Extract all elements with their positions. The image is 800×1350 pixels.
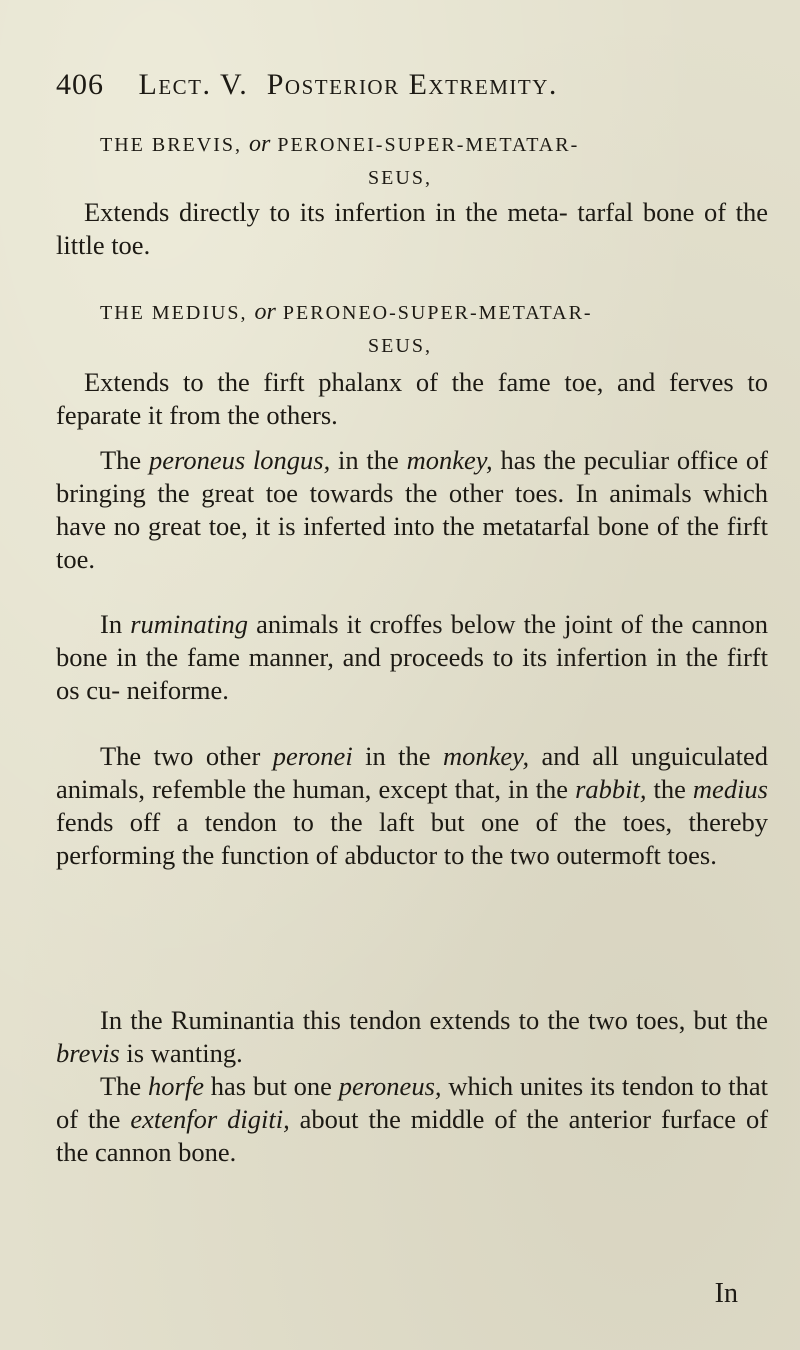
p3-text: and all unguiculated animals, refemble the human, except that, in the (56, 741, 769, 804)
paragraph-two-peronei (56, 740, 768, 872)
p5-text: has but one (210, 1071, 332, 1101)
brevis-heading-line-2: SEUS, (368, 167, 432, 189)
p3-term: peronei (272, 741, 353, 771)
p3-term: monkey, (442, 741, 530, 771)
p3-text: in the (365, 741, 431, 771)
p4-term: brevis (56, 1038, 120, 1068)
medius-heading-line-2: SEUS, (368, 335, 432, 357)
p5-text: about the middle of the anterior furface of the cannon bone. (56, 1104, 769, 1167)
medius-heading-latin: PERONEO-SUPER-METATAR- (282, 302, 593, 324)
paragraph-horse (56, 1070, 768, 1169)
p2-text: animals it croffes below the joint of the cannon bone in the fame manner, and proceeds to its infertion in the firft os cu- neiforme. (56, 609, 769, 705)
medius-heading-line-1 (100, 298, 770, 327)
brevis-heading-or: or (249, 131, 271, 157)
brevis-heading-line-1 (100, 130, 770, 159)
catchword: In (714, 1278, 738, 1309)
p4-text: is wanting. (126, 1038, 243, 1068)
p2-term: ruminating (130, 609, 248, 639)
p1-term: monkey, (406, 445, 493, 475)
brevis-body: Extends directly to its infertion in the meta- tarfal bone of the little toe. (56, 197, 768, 260)
brevis-heading-latin: PERONEI-SUPER-METATAR- (277, 134, 580, 156)
p1-term: peroneus longus, (148, 445, 331, 475)
p1-text: in the (338, 445, 399, 475)
lecture-label: Lect. V. (138, 68, 249, 101)
p3-term: medius (692, 774, 768, 804)
p5-term: horfe (148, 1071, 204, 1101)
paragraph-ruminantia (56, 1004, 768, 1070)
p5-term: peroneus, (338, 1071, 442, 1101)
p4-text: In the Ruminantia this tendon extends to the two toes, but the (100, 1005, 768, 1035)
p2-text: In (100, 609, 123, 639)
p3-text: the (653, 774, 686, 804)
page-title: Posterior Extremity. (266, 68, 558, 101)
p5-text: which unites its tendon to that of the (56, 1071, 769, 1134)
medius-body: Extends to the firft phalanx of the fame toe, and ferves to feparate it from the others. (56, 367, 768, 430)
paragraph-peroneus-longus (56, 444, 768, 576)
p1-text: has the peculiar office of bringing the great toe towards the other toes. In animals which have no great toe, it is inferted into the metatarfal bone of the firft toe. (56, 445, 768, 574)
paragraph-ruminating (56, 608, 768, 707)
page-number: 406 (56, 68, 104, 101)
p3-term: rabbit, (575, 774, 647, 804)
running-head (56, 68, 558, 102)
p1-text: The (100, 445, 142, 475)
brevis-heading-name: THE BREVIS, (100, 134, 242, 156)
p3-text: The two other (100, 741, 261, 771)
p5-text: The (100, 1071, 142, 1101)
medius-heading-name: THE MEDIUS, (100, 302, 248, 324)
p3-text: fends off a tendon to the laft but one of the toes, thereby performing the function of abductor to the two outermoft toes. (56, 807, 768, 870)
p5-term: extenfor digiti, (130, 1104, 290, 1134)
medius-heading-or: or (254, 299, 276, 325)
